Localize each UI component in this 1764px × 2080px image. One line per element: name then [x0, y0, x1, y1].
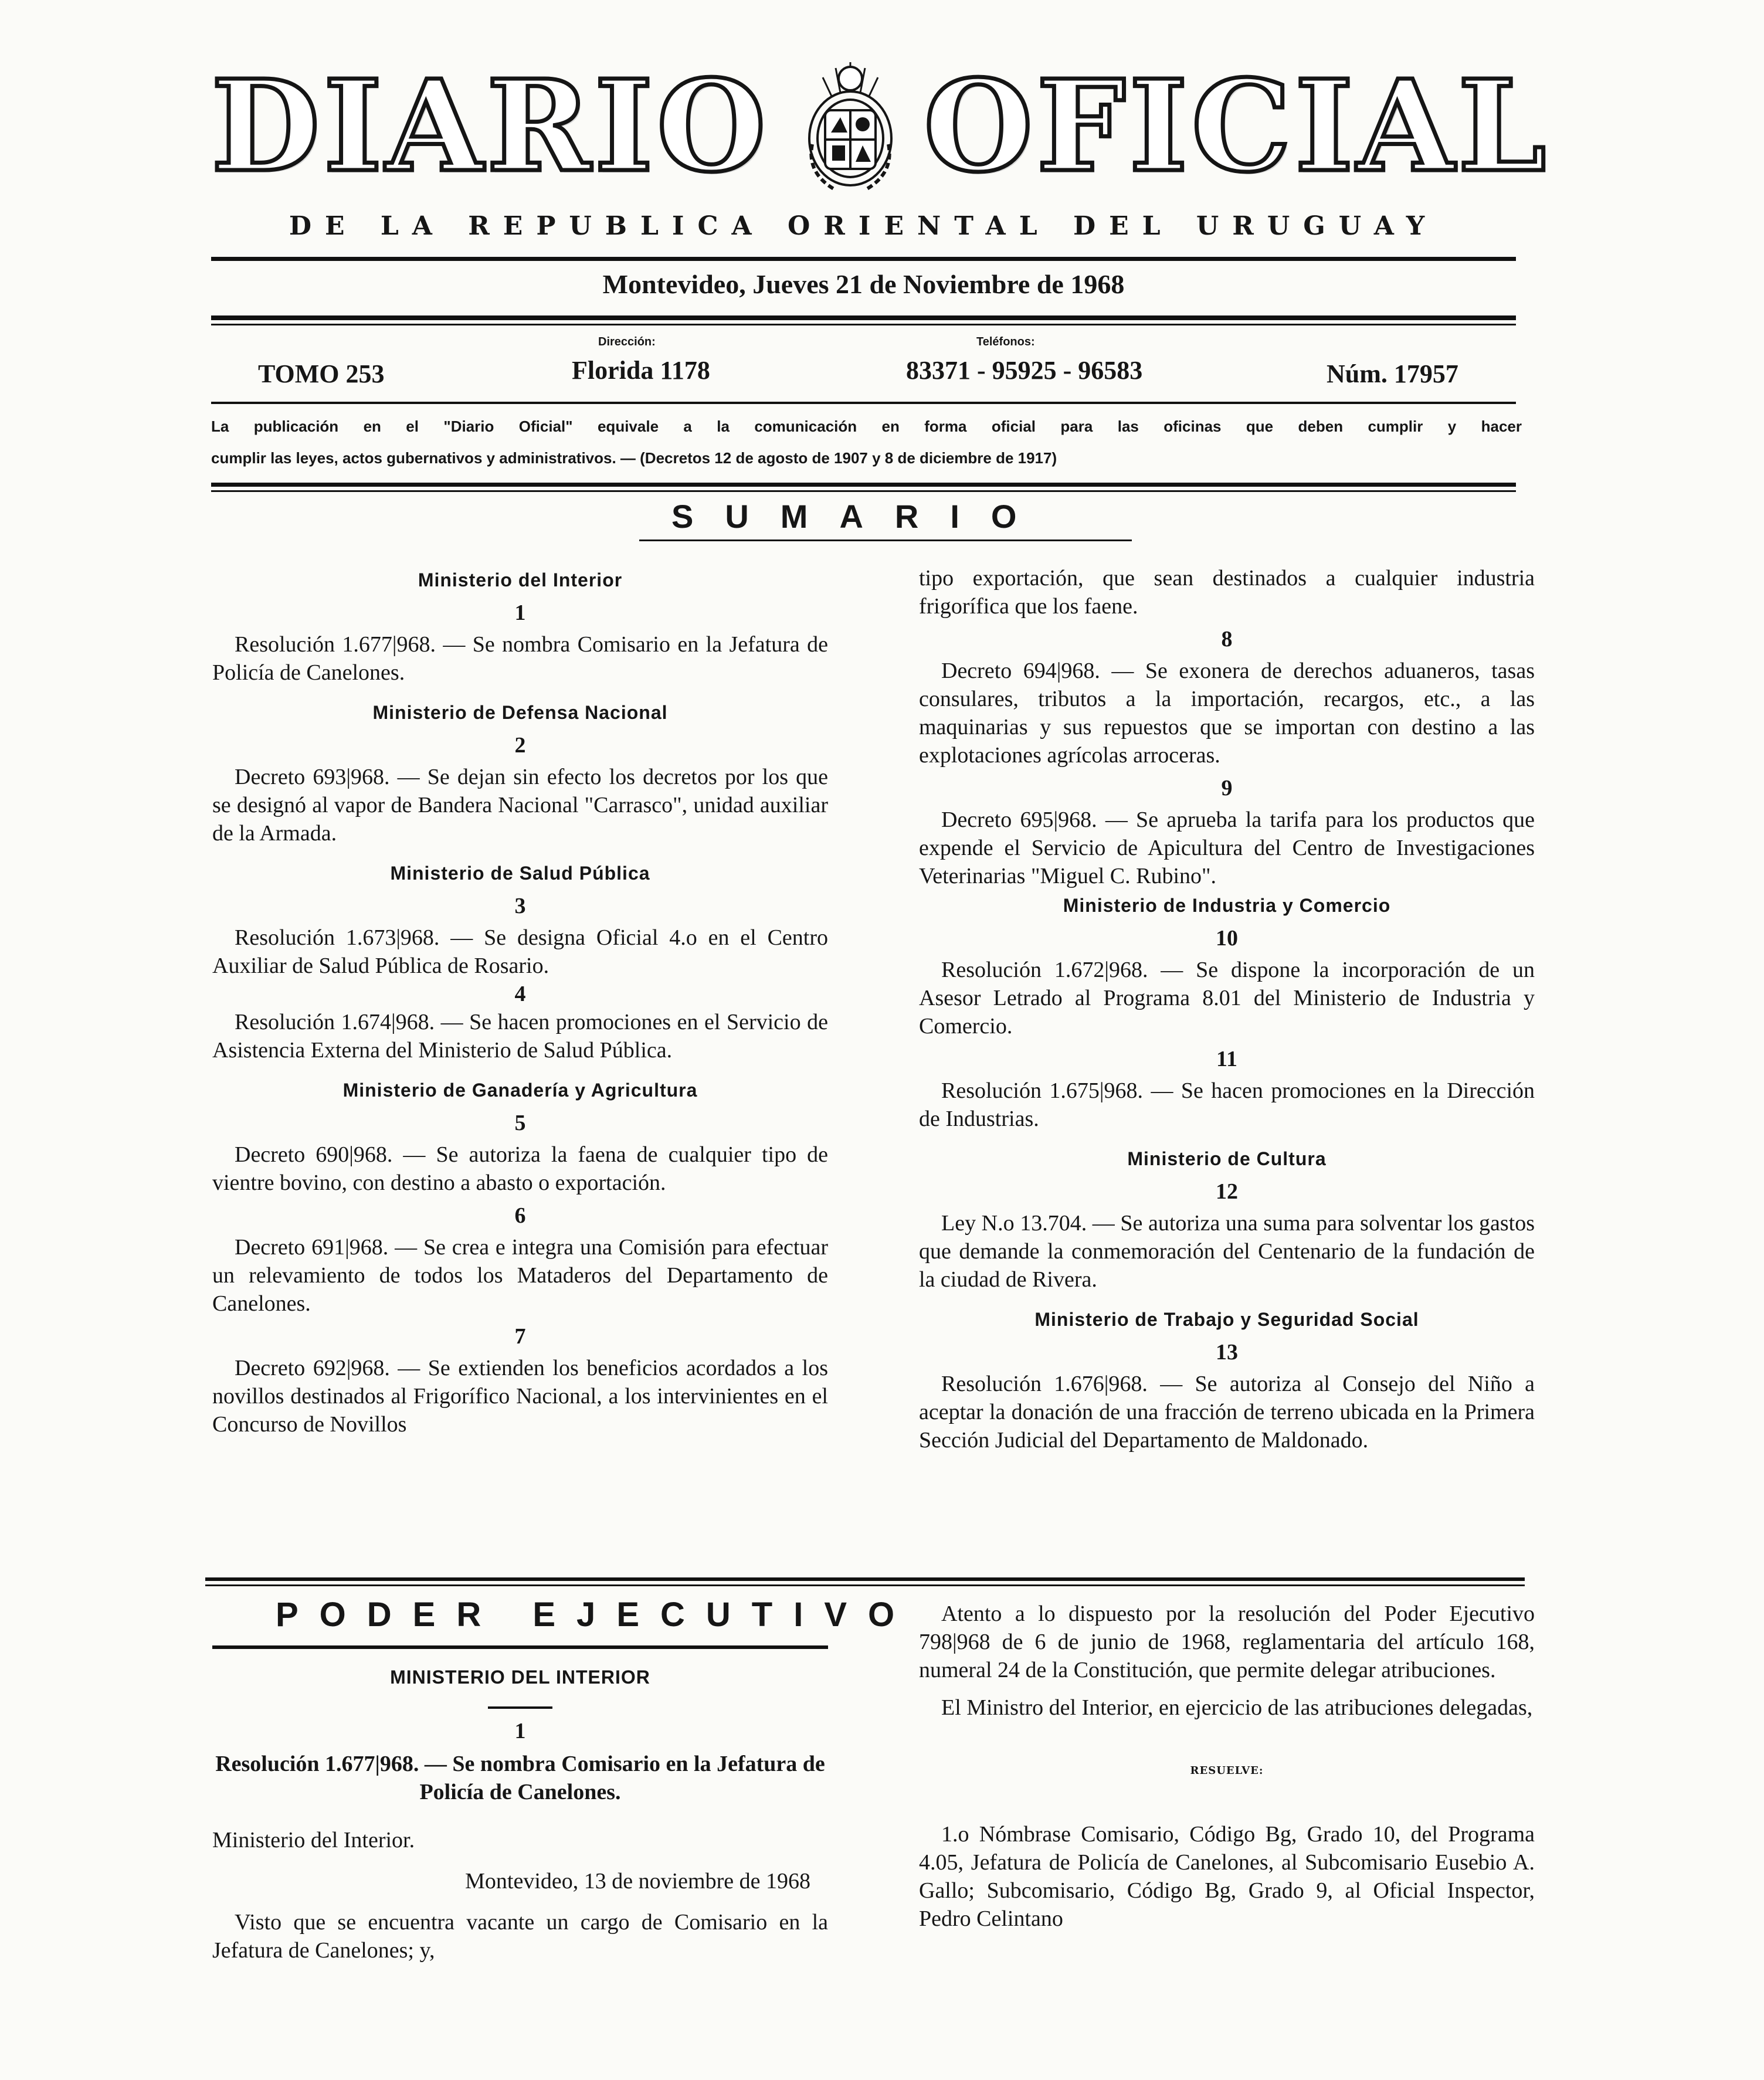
- direccion-value: Florida 1178: [572, 356, 710, 385]
- sumario-entry-continued: tipo exportación, que sean destinados a cualquier industria frigorífica que los faene.: [919, 566, 1535, 619]
- sumario-entry: Decreto 691|968. — Se crea e integra una Comisión para efectuar un relevamiento de todos los Mataderos del Departamento de Canelones.: [212, 1235, 828, 1316]
- masthead: [211, 53, 1550, 200]
- resolution-title: Resolución 1.677|968. — Se nombra Comisario en la Jefatura de Policía de Canelones.: [215, 1752, 825, 1804]
- divider: [212, 1645, 828, 1649]
- poder-ejecutivo-heading: PODER EJECUTIVO: [276, 1596, 916, 1634]
- item-number: 8: [1221, 627, 1233, 652]
- item-number: 1: [514, 600, 526, 625]
- item-number: 3: [514, 894, 526, 918]
- poder-left-column: [212, 1663, 828, 1964]
- ministry-heading: Ministerio de Salud Pública: [390, 863, 650, 884]
- sumario-entry: Resolución 1.674|968. — Se hacen promociones en el Servicio de Asistencia Externa del Ministerio de Salud Pública.: [212, 1010, 828, 1063]
- sumario-entry: Resolución 1.672|968. — Se dispone la incorporación de un Asesor Letrado al Programa 8.01 del Ministerio de Industria y Comercio.: [919, 958, 1535, 1039]
- sumario-entry: Resolución 1.676|968. — Se autoriza al Consejo del Niño a aceptar la donación de una fracción de terreno ubicada en la Primera Sección Judicial del Departamento de Maldonado.: [919, 1372, 1535, 1453]
- item-number: 6: [514, 1203, 526, 1228]
- ministry-heading: Ministerio de Cultura: [1127, 1148, 1327, 1169]
- divider: [211, 257, 1516, 261]
- divider: [211, 324, 1516, 325]
- legal-notice-line-1: La publicación en el "Diario Oficial" equivale a la comunicación en forma oficial para las oficinas que deben cumplir y hacer: [211, 418, 1522, 435]
- resuelve-label: RESUELVE:: [1190, 1765, 1264, 1777]
- sumario-entry: Decreto 693|968. — Se dejan sin efecto los decretos por los que se designó al vapor de Bandera Nacional "Carrasco", unidad auxiliar de la Armada.: [212, 765, 828, 846]
- item-number: 12: [1216, 1179, 1238, 1204]
- item-number: 11: [1216, 1047, 1237, 1071]
- sumario-right-column: [919, 564, 1535, 1454]
- sumario-entry: Resolución 1.677|968. — Se nombra Comisario en la Jefatura de Policía de Canelones.: [212, 632, 828, 685]
- telefonos-label: Teléfonos:: [976, 335, 1035, 348]
- item-number: 2: [514, 733, 526, 758]
- item-number: 7: [514, 1324, 526, 1349]
- visto-paragraph: Visto que se encuentra vacante un cargo de Comisario en la Jefatura de Canelones; y,: [212, 1910, 828, 1963]
- legal-notice: [211, 410, 1522, 474]
- ministry-heading: Ministerio de Trabajo y Seguridad Social: [1034, 1309, 1419, 1330]
- item-number: 4: [514, 982, 526, 1006]
- issuing-ministry: Ministerio del Interior.: [212, 1828, 415, 1852]
- masthead-subtitle: DE LA REPUBLICA ORIENTAL DEL URUGUAY: [289, 211, 1439, 241]
- sumario-entry: Ley N.o 13.704. — Se autoriza una suma para solventar los gastos que demande la conmemoración del Centenario de la fundación de la ciudad de Rivera.: [919, 1211, 1535, 1292]
- item-number: 10: [1216, 926, 1238, 951]
- sumario-heading: SUMARIO: [671, 498, 1049, 535]
- masthead-title-right: OFICIAL: [924, 53, 1550, 200]
- coat-of-arms-seal: [789, 56, 912, 197]
- atento-paragraph: Atento a lo dispuesto por la resolución del Poder Ejecutivo 798|968 de 6 de junio de 1968, reglamentaria del artículo 168, numeral 24 de la Constitución, que permite delegar atribuciones.: [919, 1601, 1535, 1682]
- short-rule: [488, 1706, 552, 1709]
- sumario-entry: Resolución 1.673|968. — Se designa Oficial 4.o en el Centro Auxiliar de Salud Pública de Rosario.: [212, 925, 828, 978]
- divider: [205, 1577, 1525, 1581]
- sumario-entry: Decreto 690|968. — Se autoriza la faena de cualquier tipo de vientre bovino, con destino a abasto o exportación.: [212, 1142, 828, 1195]
- masthead-title-left: DIARIO: [211, 53, 770, 200]
- divider: [211, 490, 1516, 492]
- item-number: 1: [514, 1719, 526, 1743]
- sumario-left-column: [212, 566, 828, 1438]
- dateline: Montevideo, Jueves 21 de Noviembre de 1968: [602, 269, 1125, 299]
- ministry-heading: Ministerio de Defensa Nacional: [372, 702, 668, 723]
- divider: [639, 539, 1132, 541]
- divider: [211, 483, 1516, 487]
- telefonos-value: 83371 - 95925 - 96583: [906, 356, 1143, 385]
- direccion-label: Dirección:: [598, 335, 656, 348]
- resolution-date: Montevideo, 13 de noviembre de 1968: [465, 1869, 810, 1894]
- divider: [211, 315, 1516, 320]
- item-number: 13: [1216, 1340, 1238, 1365]
- item-number: 9: [1221, 776, 1233, 800]
- issue-number: Núm. 17957: [1327, 359, 1458, 388]
- ministry-heading: Ministerio de Ganadería y Agricultura: [342, 1080, 698, 1101]
- sumario-entry: Resolución 1.675|968. — Se hacen promociones en la Dirección de Industrias.: [919, 1078, 1535, 1131]
- tomo-label: TOMO 253: [258, 359, 385, 388]
- article-1: 1.o Nómbrase Comisario, Código Bg, Grado 10, del Programa 4.05, Jefatura de Policía de Canelones, al Subcomisario Eusebio A. Gallo; Subcomisario, Código Bg, Grado 9, al Oficial Inspector, Pedro Celintano: [919, 1822, 1535, 1931]
- item-number: 5: [514, 1111, 526, 1135]
- poder-right-column: [919, 1600, 1535, 1933]
- divider: [211, 402, 1516, 404]
- ministro-paragraph: El Ministro del Interior, en ejercicio de las atribuciones delegadas,: [941, 1695, 1533, 1720]
- divider: [205, 1584, 1525, 1586]
- sumario-entry: Decreto 695|968. — Se aprueba la tarifa para los productos que expende el Servicio de Apicultura del Centro de Investigaciones Veterinarias "Miguel C. Rubino".: [919, 807, 1535, 888]
- sumario-entry: Decreto 694|968. — Se exonera de derechos aduaneros, tasas consulares, tributos a la importación, recargos, etc., a las maquinarias y sus repuestos que se importan con destino a las explotaciones agrícolas arroceras.: [919, 659, 1535, 768]
- legal-notice-line-2: cumplir las leyes, actos gubernativos y administrativos. — (Decretos 12 de agosto de 1907 y 8 de diciembre de 1917): [211, 449, 1057, 467]
- sumario-entry: Decreto 692|968. — Se extienden los beneficios acordados a los novillos destinados al Frigorífico Nacional, a los intervinientes en el Concurso de Novillos: [212, 1356, 828, 1437]
- ministry-heading: MINISTERIO DEL INTERIOR: [390, 1667, 650, 1688]
- ministry-heading: Ministerio de Industria y Comercio: [1063, 895, 1391, 916]
- ministry-heading: Ministerio del Interior: [418, 569, 623, 591]
